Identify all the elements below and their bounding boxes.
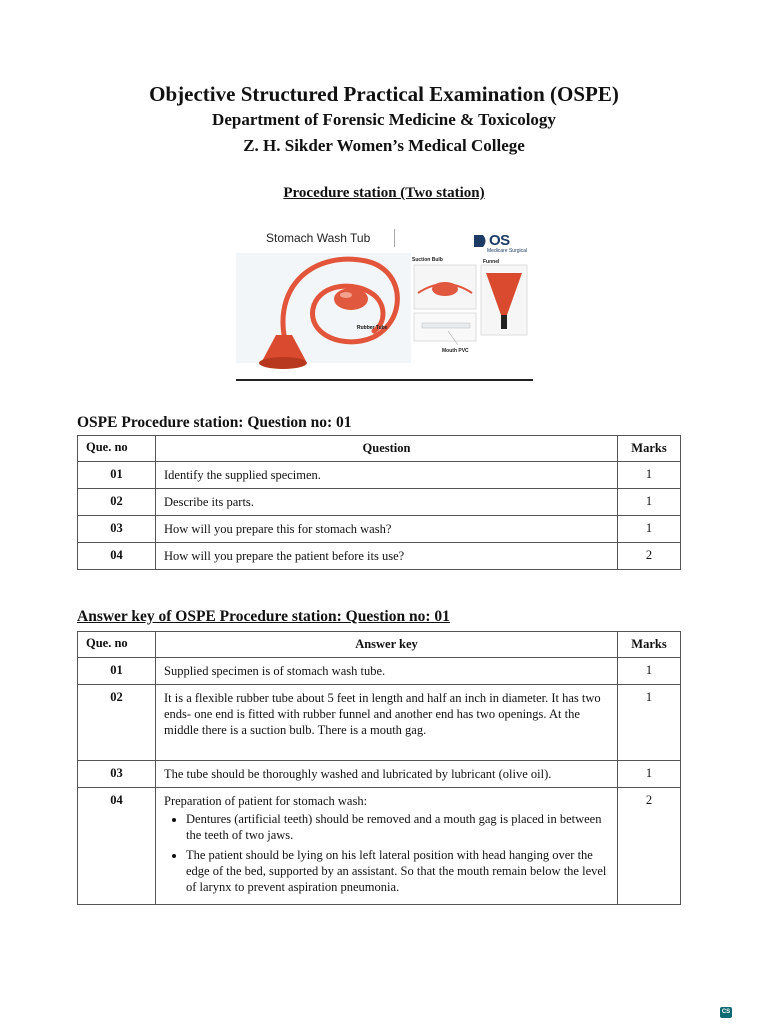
question-table — [77, 435, 681, 570]
label-funnel: Funnel — [483, 259, 500, 265]
question-no: 01 — [78, 462, 156, 489]
answer-table — [77, 631, 681, 905]
answer-intro: Preparation of patient for stomach wash: — [164, 794, 368, 808]
question-text: How will you prepare the patient before its use? — [156, 543, 618, 570]
table-row — [78, 788, 681, 905]
table-row — [78, 658, 681, 685]
question-marks: 1 — [618, 516, 681, 543]
department-name: Department of Forensic Medicine & Toxicology — [212, 110, 556, 129]
answer-marks: 1 — [618, 685, 681, 761]
answer-no: 01 — [78, 658, 156, 685]
station-title: Procedure station (Two station) — [283, 185, 485, 201]
question-text: Identify the supplied specimen. — [156, 462, 618, 489]
question-heading: OSPE Procedure station: Question no: 01 — [77, 414, 352, 431]
figure-underline — [236, 379, 533, 381]
question-marks: 1 — [618, 462, 681, 489]
figure-title-divider — [394, 229, 395, 247]
col-header-marks: Marks — [618, 632, 681, 658]
table-row — [78, 543, 681, 570]
question-marks: 1 — [618, 489, 681, 516]
answer-marks: 2 — [618, 788, 681, 905]
label-rubber-tube: Rubber Tube — [357, 325, 388, 331]
college-name: Z. H. Sikder Women’s Medical College — [243, 136, 525, 155]
col-header-marks: Marks — [618, 436, 681, 462]
figure-title: Stomach Wash Tub — [266, 231, 371, 245]
col-header-answer: Answer key — [156, 632, 618, 658]
table-header-row — [78, 436, 681, 462]
answer-text: The tube should be thoroughly washed and lubricated by lubricant (olive oil). — [156, 761, 618, 788]
col-header-question: Question — [156, 436, 618, 462]
brand-logo — [473, 231, 529, 253]
camscanner-badge: CS — [720, 1007, 732, 1018]
label-mouth-pvc: Mouth PVC — [442, 348, 469, 354]
answer-text — [156, 788, 618, 905]
answer-no: 02 — [78, 685, 156, 761]
brand-text: OS — [489, 232, 510, 249]
answer-bullet-list — [164, 811, 609, 895]
answer-heading: Answer key of OSPE Procedure station: Question no: 01 — [77, 608, 450, 625]
document-title: Objective Structured Practical Examination (OSPE) — [149, 82, 619, 106]
stomach-wash-tube-image — [236, 223, 532, 373]
answer-bullet: • The patient should be lying on his left lateral position with head hanging over the edge of the bed, supported by an assistant. So that the mouth remain below the level of larynx to prevent aspiration pneumonia. — [186, 847, 609, 895]
question-marks: 2 — [618, 543, 681, 570]
answer-marks: 1 — [618, 761, 681, 788]
label-suction-bulb: Suction Bulb — [412, 257, 443, 263]
col-header-no: Que. no — [78, 632, 156, 658]
table-header-row — [78, 632, 681, 658]
brand-subtitle: Medicare Surgical — [487, 248, 528, 254]
table-row — [78, 462, 681, 489]
question-no: 03 — [78, 516, 156, 543]
table-row — [78, 685, 681, 761]
table-row — [78, 516, 681, 543]
question-no: 04 — [78, 543, 156, 570]
answer-marks: 1 — [618, 658, 681, 685]
col-header-no: Que. no — [78, 436, 156, 462]
answer-bullet: • Dentures (artificial teeth) should be removed and a mouth gag is placed in between the teeth of two jaws. — [186, 811, 609, 843]
table-row — [78, 761, 681, 788]
answer-no: 03 — [78, 761, 156, 788]
table-row — [78, 489, 681, 516]
question-text: Describe its parts. — [156, 489, 618, 516]
brand-mark-icon — [473, 233, 489, 249]
question-text: How will you prepare this for stomach wash? — [156, 516, 618, 543]
answer-text: It is a flexible rubber tube about 5 feet in length and half an inch in diameter. It has two ends- one end is fitted with rubber funnel and another end has two openings. At the middle there is a suction bulb. There is a mouth gag. — [156, 685, 618, 761]
answer-text: Supplied specimen is of stomach wash tube. — [156, 658, 618, 685]
question-no: 02 — [78, 489, 156, 516]
answer-no: 04 — [78, 788, 156, 905]
